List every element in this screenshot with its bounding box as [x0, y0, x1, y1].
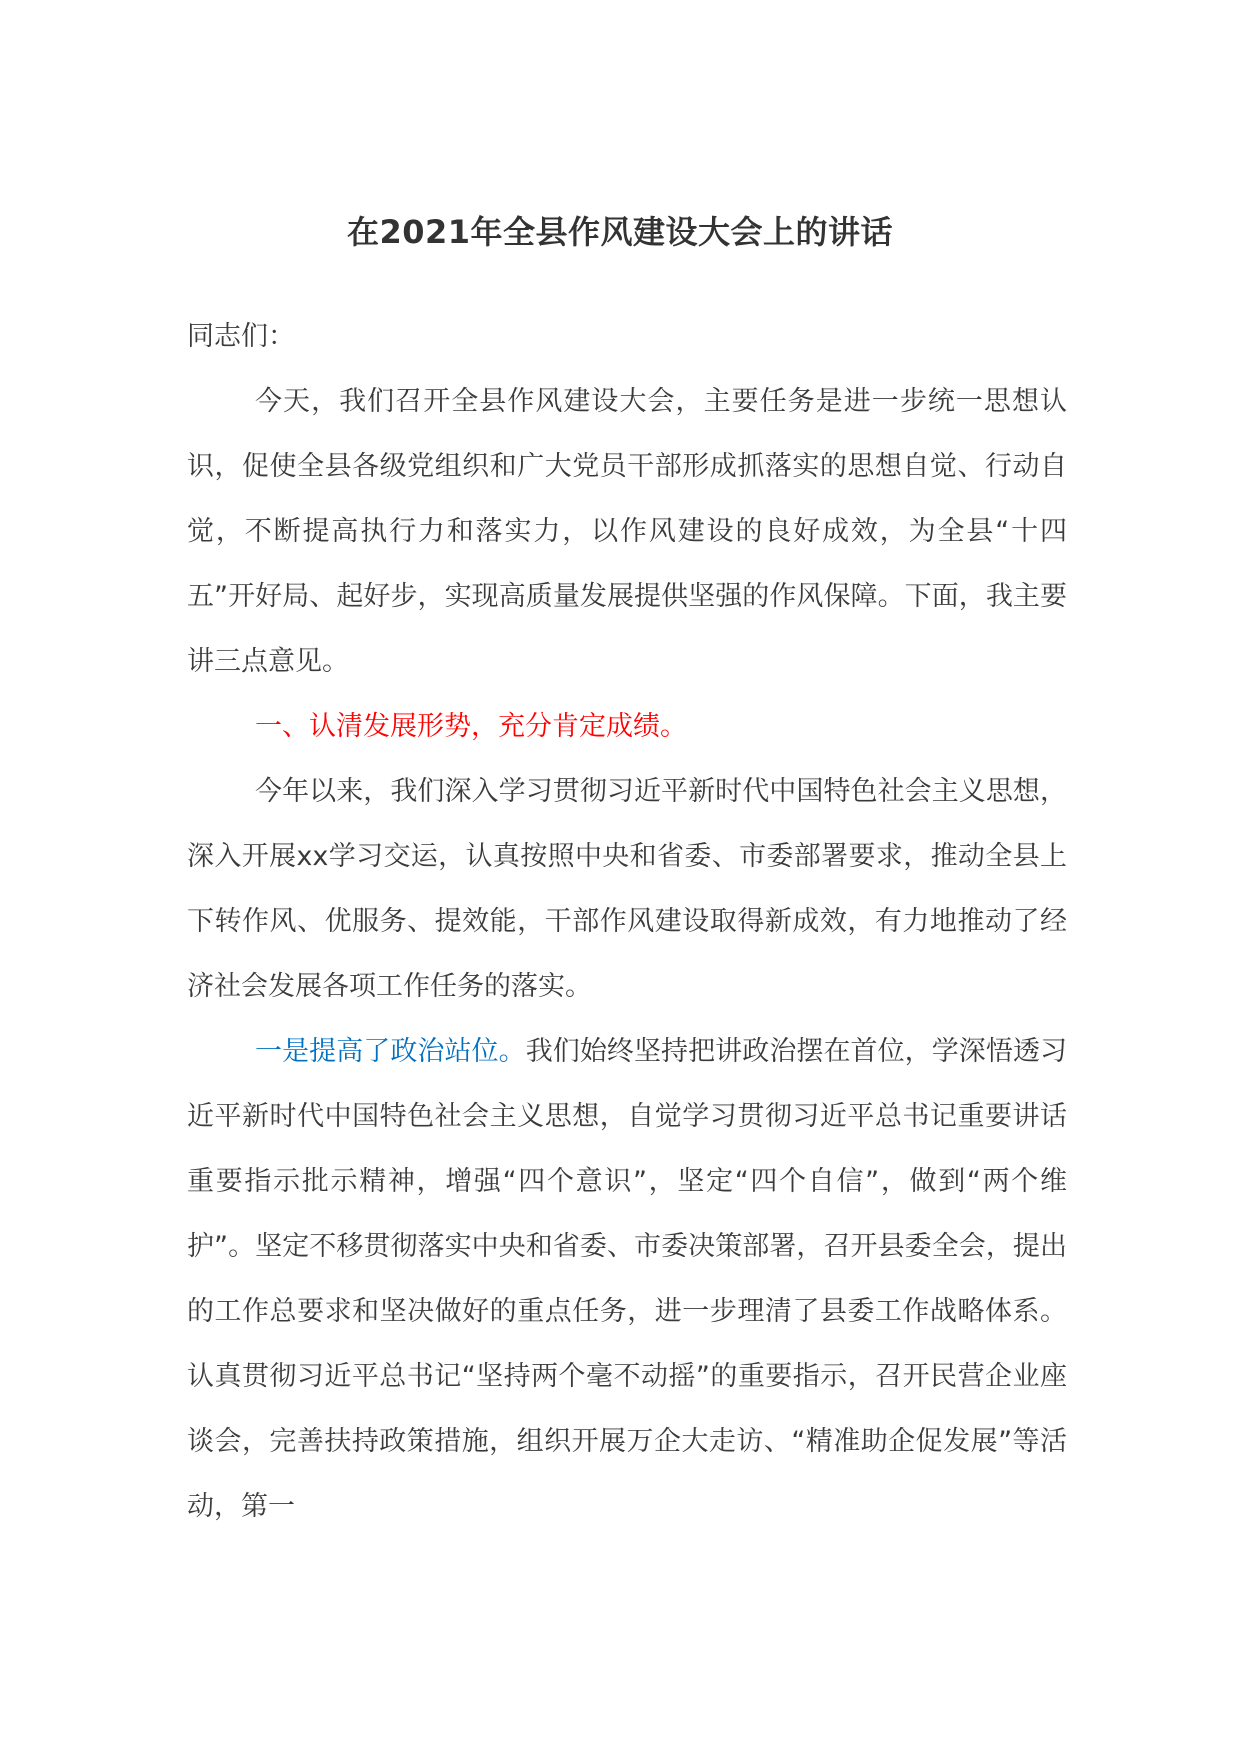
paragraph-overview: 今年以来，我们深入学习贯彻习近平新时代中国特色社会主义思想，深入开展xx学习交运，认真按照中央和省委、市委部署要求，推动全县上下转作风、优服务、提效能，干部作风建设取得新成效，有力地推动了经济社会发展各项工作任务的落实。: [187, 776, 1067, 1002]
subheading-1: 一是提高了政治站位。: [255, 1036, 526, 1067]
document-body: [187, 304, 1067, 1539]
salutation: 同志们：: [187, 321, 295, 352]
paragraph-political-stance-text: 我们始终坚持把讲政治摆在首位，学深悟透习近平新时代中国特色社会主义思想，自觉学习贯彻习近平总书记重要讲话重要指示批示精神，增强“四个意识”，坚定“四个自信”，做到“两个维护”。坚定不移贯彻落实中央和省委、市委决策部署，召开县委全会，提出的工作总要求和坚决做好的重点任务，进一步理清了县委工作战略体系。认真贯彻习近平总书记“坚持两个毫不动摇”的重要指示，召开民营企业座谈会，完善扶持政策措施，组织开展万企大走访、“精准助企促发展”等活动，第一: [187, 1036, 1068, 1522]
section-heading-1: 一、认清发展形势，充分肯定成绩。: [255, 711, 687, 742]
document-title: 在2021年全县作风建设大会上的讲话: [346, 213, 894, 251]
paragraph-political-stance: [187, 1019, 1067, 1539]
paragraph-intro: 今天，我们召开全县作风建设大会，主要任务是进一步统一思想认识，促使全县各级党组织和广大党员干部形成抓落实的思想自觉、行动自觉，不断提高执行力和落实力，以作风建设的良好成效，为全县“十四五”开好局、起好步，实现高质量发展提供坚强的作风保障。下面，我主要讲三点意见。: [187, 386, 1067, 677]
